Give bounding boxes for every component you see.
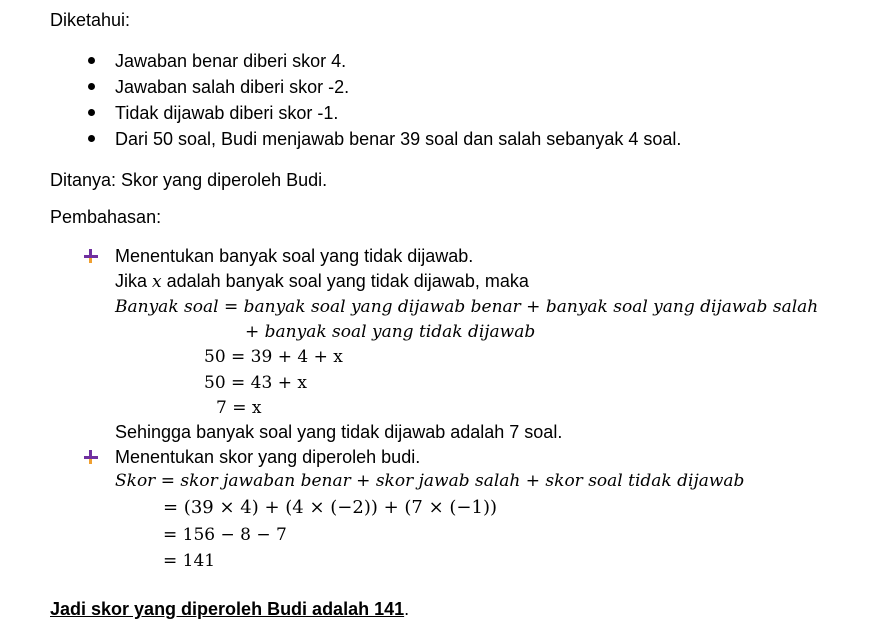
bullet-icon [88, 135, 95, 142]
known-item: Jawaban salah diberi skor -2. [115, 77, 350, 97]
conclusion-period: . [404, 599, 410, 619]
conclusion [50, 598, 409, 620]
step1-title: Menentukan banyak soal yang tidak dijawab. [115, 246, 474, 266]
step1-intro: Jika x adalah banyak soal yang tidak dijawab, maka [115, 271, 529, 292]
step1-calc-line: 7 = x [216, 398, 262, 418]
bullet-icon [88, 57, 95, 64]
step1-calc-line: 50 = 39 + 4 + x [204, 347, 343, 367]
discussion-heading: Pembahasan: [50, 207, 162, 227]
known-item: Tidak dijawab diberi skor -1. [115, 103, 339, 123]
known-heading: Diketahui: [50, 10, 131, 30]
step1-calc-line: 50 = 43 + x [204, 373, 307, 393]
step1-equation-line2: + banyak soal yang tidak dijawab [245, 322, 536, 342]
known-item: Jawaban benar diberi skor 4. [115, 51, 347, 71]
step2-title: Menentukan skor yang diperoleh budi. [115, 447, 421, 467]
step1-result: Sehingga banyak soal yang tidak dijawab adalah 7 soal. [115, 422, 563, 442]
plus-bullet-icon [83, 248, 99, 264]
plus-bullet-icon [83, 449, 99, 465]
bullet-icon [88, 109, 95, 116]
step2-formula: Skor = skor jawaban benar + skor jawab salah + skor soal tidak dijawab [115, 471, 745, 491]
step2-calc-line: = 156 − 8 − 7 [163, 525, 287, 545]
known-item: Dari 50 soal, Budi menjawab benar 39 soal dan salah sebanyak 4 soal. [115, 129, 682, 149]
conclusion-text: Jadi skor yang diperoleh Budi adalah 141 [50, 599, 405, 619]
step2-calc-line: = 141 [163, 551, 216, 571]
step1-equation-line1: Banyak soal = banyak soal yang dijawab benar + banyak soal yang dijawab salah [115, 297, 819, 317]
step2-calc-line: = (39 × 4) + (4 × (−2)) + (7 × (−1)) [163, 497, 497, 518]
bullet-icon [88, 83, 95, 90]
asked-text: Ditanya: Skor yang diperoleh Budi. [50, 170, 328, 190]
